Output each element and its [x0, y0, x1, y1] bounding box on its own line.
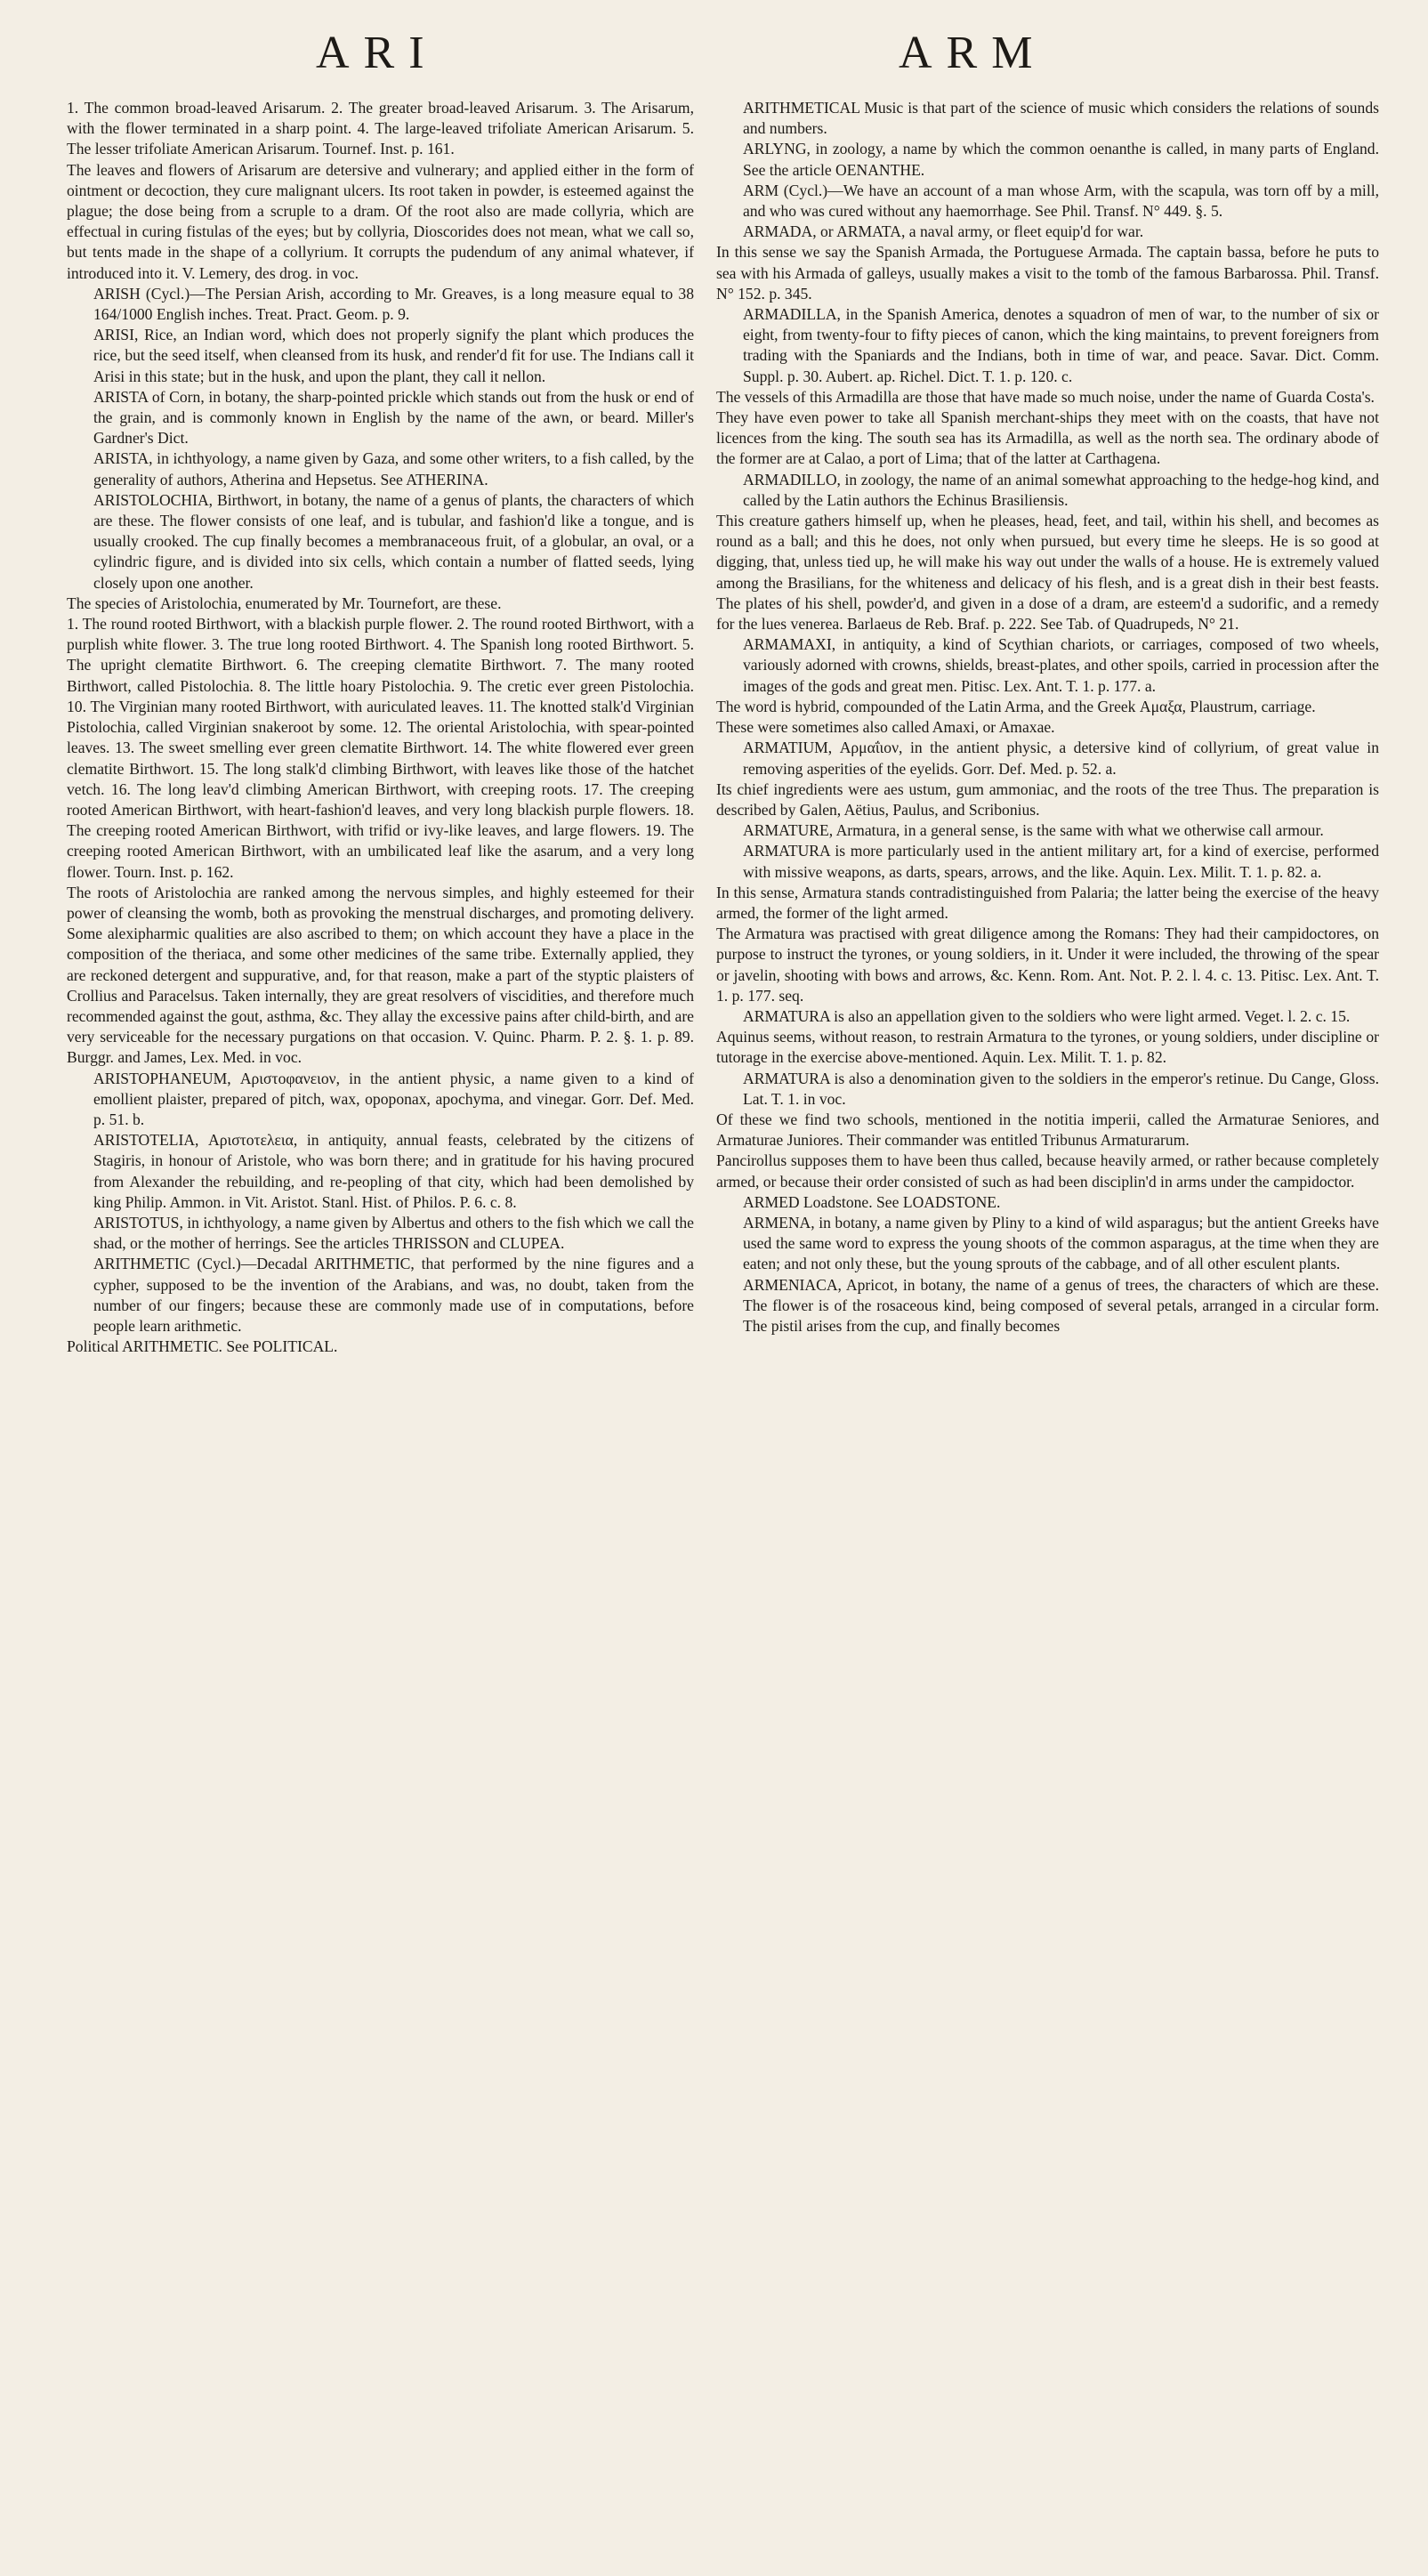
right-column	[716, 98, 1379, 1336]
dictionary-entry: ARMED Loadstone. See LOADSTONE.	[743, 1192, 1001, 1211]
dictionary-entry: ARMADILLA, in the Spanish America, denotes a squadron of men of war, to the number of six or eight, from twenty-four to fifty pieces of canon, which the king maintains, to prevent foreigners from trading with the Spaniards and the Indians, both in time of war, and peace. Savar. Dict. Comm. Suppl. p. 30. Aubert. ap. Richel. Dict. T. 1. p. 120. c.	[743, 305, 1379, 385]
dictionary-entry: ARMATIUM, Αρμαΐιον, in the antient physic, a detersive kind of collyrium, of great value in removing asperities of the eyelids. Gorr. Def. Med. p. 52. a.	[743, 739, 1379, 778]
dictionary-entry: ARMADILLO, in zoology, the name of an animal somewhat approaching to the hedge-hog kind, and called by the Latin authors the Echinus Brasiliensis.	[743, 470, 1379, 509]
entry-paragraph: The roots of Aristolochia are ranked among the nervous simples, and highly esteemed for their power of cleansing the womb, both as provoking the menstrual discharges, and promoting delivery. Some alexipharmic qualities are also ascribed to them; on which account they have a place in the composition of the theriaca, and some other medicines of the same tribe. Externally applied, they are reckoned detergent and suppurative, and, for that reason, make a part of the styptic plaisters of Crollius and Paracelsus. Taken internally, they are great resolvers of viscidities, and therefore much recommended against the gout, asthma, &c. They allay the excessive pains after child-birth, and are very serviceable for the necessary purgations on that occasion. V. Quinc. Pharm. P. 2. §. 1. p. 89. Burggr. and James, Lex. Med. in voc.	[67, 883, 694, 1067]
entry-paragraph: The species of Aristolochia, enumerated by Mr. Tournefort, are these.	[67, 594, 502, 612]
dictionary-entry: ARMENA, in botany, a name given by Pliny to a kind of wild asparagus; but the antient Greeks have used the same word to express the young shoots of the common asparagus, at the time when they are eaten; and not only these, but the young sprouts of the cabbage, and of all other esculent plants.	[743, 1213, 1379, 1273]
dictionary-entry: ARMATURA is also a denomination given to the soldiers in the emperor's retinue. Du Cange, Gloss. Lat. T. 1. in voc.	[743, 1069, 1379, 1108]
dictionary-entry: ARISTOTELIA, Αριστοτελεια, in antiquity, annual feasts, celebrated by the citizens of Stagiris, in honour of Aristole, who was born there; and in gratitude for his having procured from Alexander the rebuilding, and re-peopling of that city, which had been demolished by king Philip. Ammon. in Vit. Aristot. Stanl. Hist. of Philos. P. 6. c. 8.	[93, 1131, 694, 1211]
dictionary-entry: ARISTA, in ichthyology, a name given by Gaza, and some other writers, to a fish called, by the generality of authors, Atherina and Hepsetus. See ATHERINA.	[93, 449, 694, 489]
entry-paragraph: The word is hybrid, compounded of the Latin Arma, and the Greek Αμαξα, Plaustrum, carriage.	[716, 697, 1316, 715]
entry-paragraph: Its chief ingredients were aes ustum, gum ammoniac, and the roots of the tree Thus. The preparation is described by Galen, Aëtius, Paulus, and Scribonius.	[716, 779, 1379, 819]
dictionary-entry: ARMATURA is also an appellation given to the soldiers who were light armed. Veget. l. 2. c. 15.	[743, 1006, 1351, 1025]
left-column	[67, 98, 694, 1357]
entry-paragraph: In this sense, Armatura stands contradistinguished from Palaria; the latter being the exercise of the heavy armed, the former of the light armed.	[716, 883, 1379, 922]
dictionary-entry: ARISI, Rice, an Indian word, which does not properly signify the plant which produces the rice, but the seed itself, when cleansed from its husk, and render'd fit for use. The Indians call it Arisi in this state; but in the husk, and upon the plant, they call it nellon.	[93, 326, 694, 385]
dictionary-entry: ARISTA of Corn, in botany, the sharp-pointed prickle which stands out from the husk or end of the grain, and is commonly known in English by the name of the awn, or beard. Miller's Gardner's Dict.	[93, 387, 694, 448]
dictionary-entry: ARISTOPHANEUM, Αριστοφανειον, in the antient physic, a name given to a kind of emollient plaister, prepared of pitch, wax, opoponax, apochyma, and vinegar. Gorr. Def. Med. p. 51. b.	[93, 1069, 694, 1128]
entry-paragraph: Pancirollus supposes them to have been thus called, because heavily armed, or rather because completely armed, or because their order consisted of such as had been disciplin'd in arms under the campidoctor.	[716, 1151, 1379, 1191]
entry-paragraph: In this sense we say the Spanish Armada, the Portuguese Armada. The captain bassa, before he puts to sea with his Armada of galleys, usually makes a visit to the tomb of the famous Barbarossa. Phil. Transf. N° 152. p. 345.	[716, 243, 1379, 303]
entry-paragraph: Aquinus seems, without reason, to restrain Armatura to the tyrones, or young soldiers, under discipline or tutorage in the exercise above-mentioned. Aquin. Lex. Milit. T. 1. p. 82.	[716, 1028, 1379, 1067]
running-head-right: ARM	[899, 28, 1047, 78]
dictionary-entry: ARM (Cycl.)—We have an account of a man whose Arm, with the scapula, was torn off by a mill, and who was cured without any haemorrhage. See Phil. Transf. N° 449. §. 5.	[743, 181, 1379, 221]
entry-paragraph: They have even power to take all Spanish merchant-ships they meet with on the coasts, that have not licences from the king. The south sea has its Armadilla, as well as the north sea. The ordinary abode of the former are at Calao, a port of Lima; that of the latter at Carthagena.	[716, 408, 1379, 468]
entry-paragraph: 1. The round rooted Birthwort, with a blackish purple flower. 2. The round rooted Birthwort, with a purplish white flower. 3. The true long rooted Birthwort. 4. The Spanish long rooted Birthwort. 5. The upright clematite Birthwort. 6. The creeping clematite Birthwort. 7. The many rooted Birthwort, called Pistolochia. 8. The little hoary Pistolochia. 9. The cretic ever green Pistolochia. 10. The Virginian many rooted Birthwort, with auriculated leaves. 11. The knotted stalk'd Virginian Pistolochia, called Virginian snakeroot by some. 12. The oriental Aristolochia, with spear-pointed leaves. 13. The sweet smelling ever green clematite Birthwort. 14. The white flowered ever green clematite Birthwort. 15. The long stalk'd climbing Birthwort, with leaves like those of the hatchet vetch. 16. The long leav'd climbing American Birthwort, with creeping roots. 17. The creeping rooted American Birthwort, with heart-fashion'd leaves, and very long blackish purple flowers. 18. The creeping rooted American Birthwort, with trifid or ivy-like leaves, and large flowers. 19. The creeping rooted American Birthwort, with an umbilicated leaf like the asarum, and a very long flower. Tourn. Inst. p. 162.	[67, 615, 694, 881]
dictionary-entry: ARISTOLOCHIA, Birthwort, in botany, the name of a genus of plants, the characters of which are these. The flower consists of one leaf, and is tubular, and fashion'd like a tongue, and is usually crooked. The cup finally becomes a membranaceous fruit, of a globular, an oval, or a cylindric figure, and is divided into six cells, which contain a number of flatted seeds, lying closely upon one another.	[93, 490, 694, 592]
entry-paragraph: 1. The common broad-leaved Arisarum. 2. The greater broad-leaved Arisarum. 3. The Arisarum, with the flower terminated in a sharp point. 4. The large-leaved trifoliate American Arisarum. 5. The lesser trifoliate American Arisarum. Tournef. Inst. p. 161.	[67, 99, 694, 158]
entry-paragraph: The leaves and flowers of Arisarum are detersive and vulnerary; and applied either in the form of ointment or decoction, they cure malignant ulcers. Its root taken in powder, is esteemed against the plague; the dose being from a scruple to a dram. Of the root also are made collyria, which are effectual in curing fistulas of the eyes; but by collyria, Dioscorides does not mean, what we call so, but tents made in the shape of a collyrium. It corrupts the pudendum of any animal whatever, if introduced into it. V. Lemery, des drog. in voc.	[67, 160, 694, 282]
dictionary-entry: ARITHMETICAL Music is that part of the science of music which considers the relations of sounds and numbers.	[743, 99, 1379, 138]
entry-paragraph: This creature gathers himself up, when he pleases, head, feet, and tail, within his shell, and becomes as round as a ball; and this he does, not only when pursued, but every time he sleeps. He is so good at digging, that, unless tied up, he will make his way out under the walls of a house. He is extremely valued among the Brasilians, for the whiteness and delicacy of his flesh, and is a great dish in their best feasts. The plates of his shell, powder'd, and given in a dose of a dram, are esteem'd a sudorific, and a remedy for the lues venerea. Barlaeus de Reb. Braf. p. 222. See Tab. of Quadrupeds, N° 21.	[716, 512, 1379, 634]
entry-paragraph: The Armatura was practised with great diligence among the Romans: They had their campidoctores, on purpose to instruct the tyrones, or young soldiers, in it. Under it were included, the throwing of the spear or javelin, shooting with bows and arrows, &c. Kenn. Rom. Ant. Not. P. 2. l. 4. c. 13. Pitisc. Lex. Ant. T. 1. p. 177. seq.	[716, 925, 1379, 1005]
dictionary-entry: ARMADA, or ARMATA, a naval army, or fleet equip'd for war.	[743, 222, 1144, 241]
dictionary-entry: ARISTOTUS, in ichthyology, a name given by Albertus and others to the fish which we call the shad, or the mother of herrings. See the articles THRISSON and CLUPEA.	[93, 1213, 694, 1253]
dictionary-entry: ARMATURA is more particularly used in the antient military art, for a kind of exercise, performed with missive weapons, as darts, spears, arrows, and the like. Aquin. Lex. Milit. T. 1. p. 82. a.	[743, 842, 1379, 881]
entry-paragraph: The vessels of this Armadilla are those that have made so much noise, under the name of Guarda Costa's.	[716, 387, 1375, 406]
dictionary-entry: ARMATURE, Armatura, in a general sense, is the same with what we otherwise call armour.	[743, 821, 1324, 840]
dictionary-entry: ARITHMETIC (Cycl.)—Decadal ARITHMETIC, that performed by the nine figures and a cypher, supposed to be the invention of the Arabians, and was, no doubt, taken from the number of our fingers; because these are commonly made use of in computations, before people learn arithmetic.	[93, 1255, 694, 1335]
dictionary-entry: ARLYNG, in zoology, a name by which the common oenanthe is called, in many parts of England. See the article OENANTHE.	[743, 140, 1379, 179]
dictionary-entry: ARMENIACA, Apricot, in botany, the name of a genus of trees, the characters of which are these. The flower is of the rosaceous kind, being composed of several petals, arranged in a circular form. The pistil arises from the cup, and finally becomes	[743, 1275, 1379, 1335]
entry-paragraph: Political ARITHMETIC. See POLITICAL.	[67, 1337, 338, 1356]
dictionary-entry: ARISH (Cycl.)—The Persian Arish, according to Mr. Greaves, is a long measure equal to 38 164/1000 English inches. Treat. Pract. Geom. p. 9.	[93, 284, 694, 324]
dictionary-entry: ARMAMAXI, in antiquity, a kind of Scythian chariots, or carriages, composed of two wheels, variously adorned with crowns, shields, breast-plates, and other spoils, carried in procession after the images of the gods and great men. Pitisc. Lex. Ant. T. 1. p. 177. a.	[743, 635, 1379, 695]
running-head-left: ARI	[316, 28, 439, 78]
entry-paragraph: Of these we find two schools, mentioned in the notitia imperii, called the Armaturae Seniores, and Armaturae Juniores. Their commander was entitled Tribunus Armaturarum.	[716, 1110, 1379, 1150]
entry-paragraph: These were sometimes also called Amaxi, or Amaxae.	[716, 718, 1055, 737]
